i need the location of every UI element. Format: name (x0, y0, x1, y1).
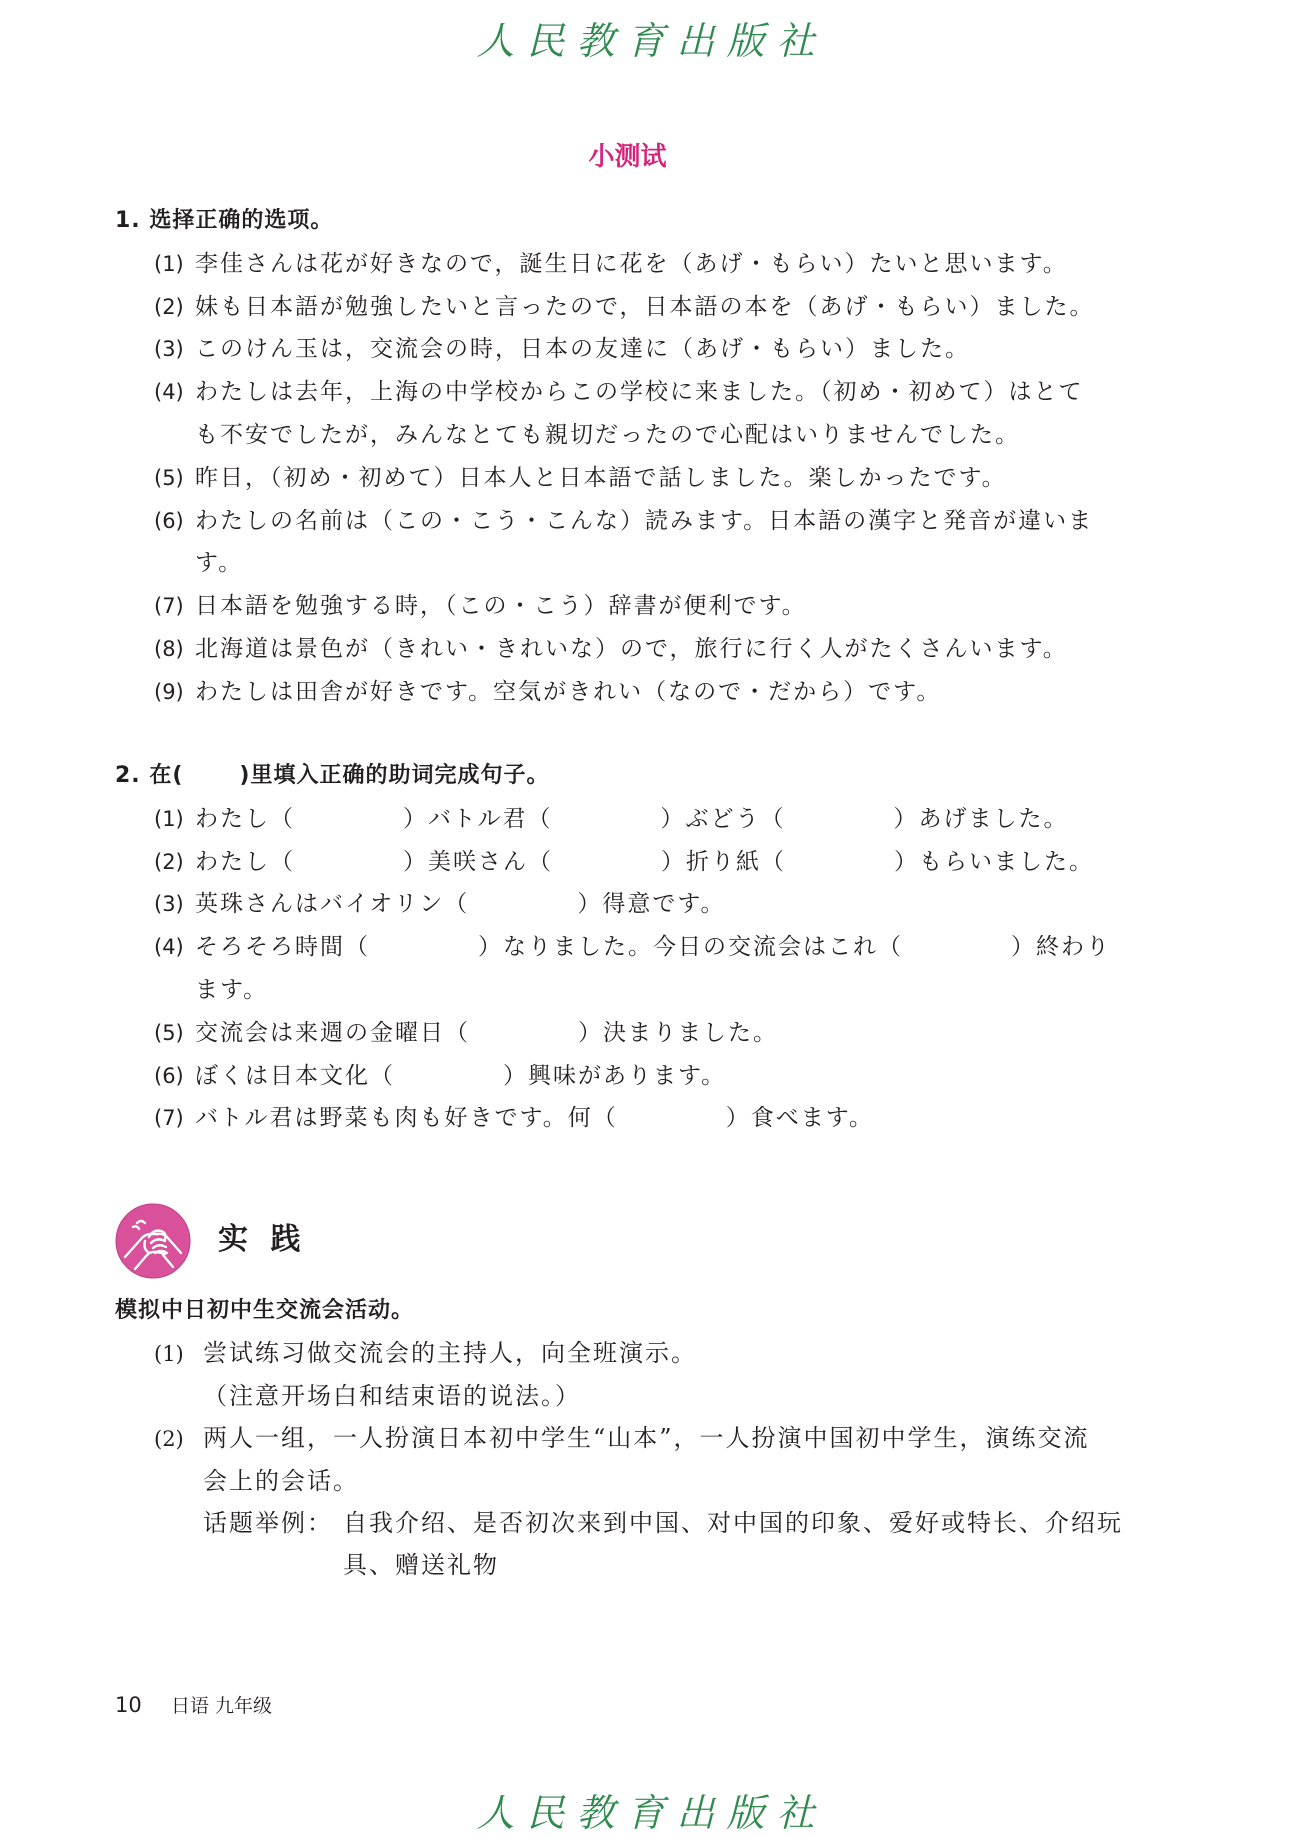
item-text: わたし（ (195, 848, 295, 875)
quiz-item (115, 500, 1215, 543)
item-text: ）終わり (1011, 934, 1111, 961)
item-number: (3) (154, 892, 184, 917)
topic-label: 话题举例： (203, 1508, 333, 1537)
quiz-item (115, 628, 1215, 671)
fill-item (115, 926, 1215, 969)
item-number: (6) (154, 508, 184, 533)
item-text: ）興味があります。 (503, 1062, 727, 1089)
item-number: (2) (154, 849, 184, 874)
item-number: (1) (154, 251, 184, 276)
section-1-heading: 1. 选择正确的选项。 (115, 208, 334, 233)
item-number: (2) (154, 1427, 184, 1452)
topic-examples-continuation (115, 1544, 1215, 1586)
item-text: ）美咲さん（ (403, 848, 553, 875)
item-text: このけん玉は，交流会の時，日本の友達に（あげ・もらい）ました。 (195, 336, 970, 363)
book-title: 日语 九年级 (171, 1695, 273, 1717)
item-text: 两人一组，一人扮演日本初中学生“山本”，一人扮演中国初中学生，演练交流 (203, 1424, 1090, 1453)
practice-title: 实 践 (218, 1222, 307, 1257)
item-text: そろそろ時間（ (195, 934, 370, 961)
fill-item (115, 1012, 1215, 1055)
publisher-logo-bottom: 人民教育出版社 (476, 1791, 827, 1835)
item-text: 昨日，（初め・初めて）日本人と日本語で話しました。楽しかったです。 (195, 464, 1007, 491)
heading-text-before: 2. 在( (115, 763, 184, 788)
item-text: ）バトル君（ (403, 805, 553, 832)
quiz-item-continuation (115, 542, 1215, 585)
item-text: ）なりました。今日の交流会はこれ（ (478, 934, 903, 961)
item-number: (7) (154, 1106, 184, 1131)
page-number: 10 (115, 1693, 142, 1717)
item-text: ）得意です。 (577, 891, 726, 918)
item-number: (7) (154, 594, 184, 619)
answer-blank (183, 781, 239, 782)
quiz-item (115, 328, 1215, 371)
item-text: ）決まりました。 (578, 1019, 778, 1046)
item-text: バトル君は野菜も肉も好きです。何（ (195, 1105, 618, 1132)
practice-section (115, 1290, 1215, 1587)
page-footer (115, 1692, 272, 1718)
item-text: す。 (195, 550, 244, 577)
answer-blank (553, 868, 661, 869)
item-text: ）折り紙（ (661, 848, 786, 875)
item-number: (5) (154, 1020, 184, 1045)
item-number: (4) (154, 380, 184, 405)
quiz-item (115, 585, 1215, 628)
item-text: ）食べます。 (725, 1105, 874, 1132)
item-text: ）あげました。 (893, 805, 1069, 832)
answer-blank (786, 825, 894, 826)
item-text: 妹も日本語が勉強したいと言ったので，日本語の本を（あげ・もらい）ました。 (195, 293, 1095, 320)
answer-blank (553, 825, 661, 826)
answer-blank (786, 868, 894, 869)
item-number: (5) (154, 465, 184, 490)
item-text: 会上的会话。 (203, 1466, 359, 1495)
quiz-item (115, 671, 1215, 714)
fill-item-continuation (115, 969, 1215, 1012)
item-number: (3) (154, 337, 184, 362)
answer-blank (395, 1082, 503, 1083)
practice-item-continuation (115, 1460, 1215, 1502)
topic-examples (115, 1502, 1215, 1544)
quiz-item (115, 371, 1215, 414)
item-text: わたしの名前は（この・こう・こんな）読みます。日本語の漢字と発音が違いま (195, 507, 1094, 534)
item-text: 交流会は来週の金曜日（ (195, 1019, 470, 1046)
quiz-item (115, 457, 1215, 500)
item-text: わたしは田舎が好きです。空気がきれい（なので・だから）です。 (195, 678, 942, 705)
item-text: ）もらいました。 (894, 848, 1094, 875)
answer-blank (295, 825, 403, 826)
practice-item (115, 1332, 1215, 1374)
item-text: ）ぶどう（ (660, 805, 786, 832)
item-number: (2) (154, 294, 184, 319)
item-number: (9) (154, 679, 184, 704)
item-number: (1) (154, 1342, 184, 1367)
practice-heading: 模拟中日初中生交流会活动。 (115, 1298, 415, 1323)
section-2-heading (115, 755, 1215, 798)
quiz-item (115, 286, 1215, 329)
fill-item (115, 1097, 1215, 1140)
quiz-section-1 (115, 200, 1215, 714)
heading-text-after: )里填入正确的助词完成句子。 (239, 763, 550, 788)
topic-text: 具、赠送礼物 (343, 1551, 499, 1580)
item-text: ます。 (195, 976, 269, 1003)
item-text: わたしは去年，上海の中学校からこの学校に来ました。（初め・初めて）はとて (195, 379, 1084, 406)
practice-item-note (115, 1375, 1215, 1417)
answer-blank (470, 1039, 578, 1040)
quiz-section-2 (115, 755, 1215, 1140)
fill-item (115, 841, 1215, 884)
practice-item (115, 1417, 1215, 1459)
item-text: ぼくは日本文化（ (195, 1062, 395, 1089)
quiz-item (115, 243, 1215, 286)
item-number: (6) (154, 1063, 184, 1088)
item-number: (4) (154, 935, 184, 960)
item-text: わたし（ (195, 805, 295, 832)
fill-item (115, 883, 1215, 926)
quiz-item-continuation (115, 414, 1215, 457)
item-text: 尝试练习做交流会的主持人，向全班演示。 (203, 1339, 697, 1368)
item-text: 日本語を勉強する時，（この・こう）辞書が便利です。 (195, 593, 807, 620)
publisher-logo-top: 人民教育出版社 (476, 19, 827, 63)
fill-item (115, 798, 1215, 841)
handshake-icon (115, 1203, 191, 1279)
topic-text: 自我介绍、是否初次来到中国、对中国的印象、爱好或特长、介绍玩 (343, 1508, 1123, 1537)
answer-blank (903, 953, 1011, 954)
answer-blank (618, 1124, 726, 1125)
item-text: （注意开场白和结束语的说法。） (203, 1381, 581, 1410)
item-text: 英珠さんはバイオリン（ (195, 891, 470, 918)
fill-item (115, 1055, 1215, 1098)
quiz-title: 小测试 (588, 142, 667, 172)
item-text: 李佳さんは花が好きなので，誕生日に花を（あげ・もらい）たいと思います。 (195, 250, 1068, 277)
item-number: (8) (154, 636, 184, 661)
answer-blank (469, 910, 577, 911)
item-number: (1) (154, 806, 184, 831)
item-text: 北海道は景色が（きれい・きれいな）ので，旅行に行く人がたくさんいます。 (195, 635, 1068, 662)
answer-blank (370, 953, 478, 954)
item-text: も不安でしたが，みんなとても親切だったので心配はいりませんでした。 (195, 421, 1020, 448)
answer-blank (295, 868, 403, 869)
